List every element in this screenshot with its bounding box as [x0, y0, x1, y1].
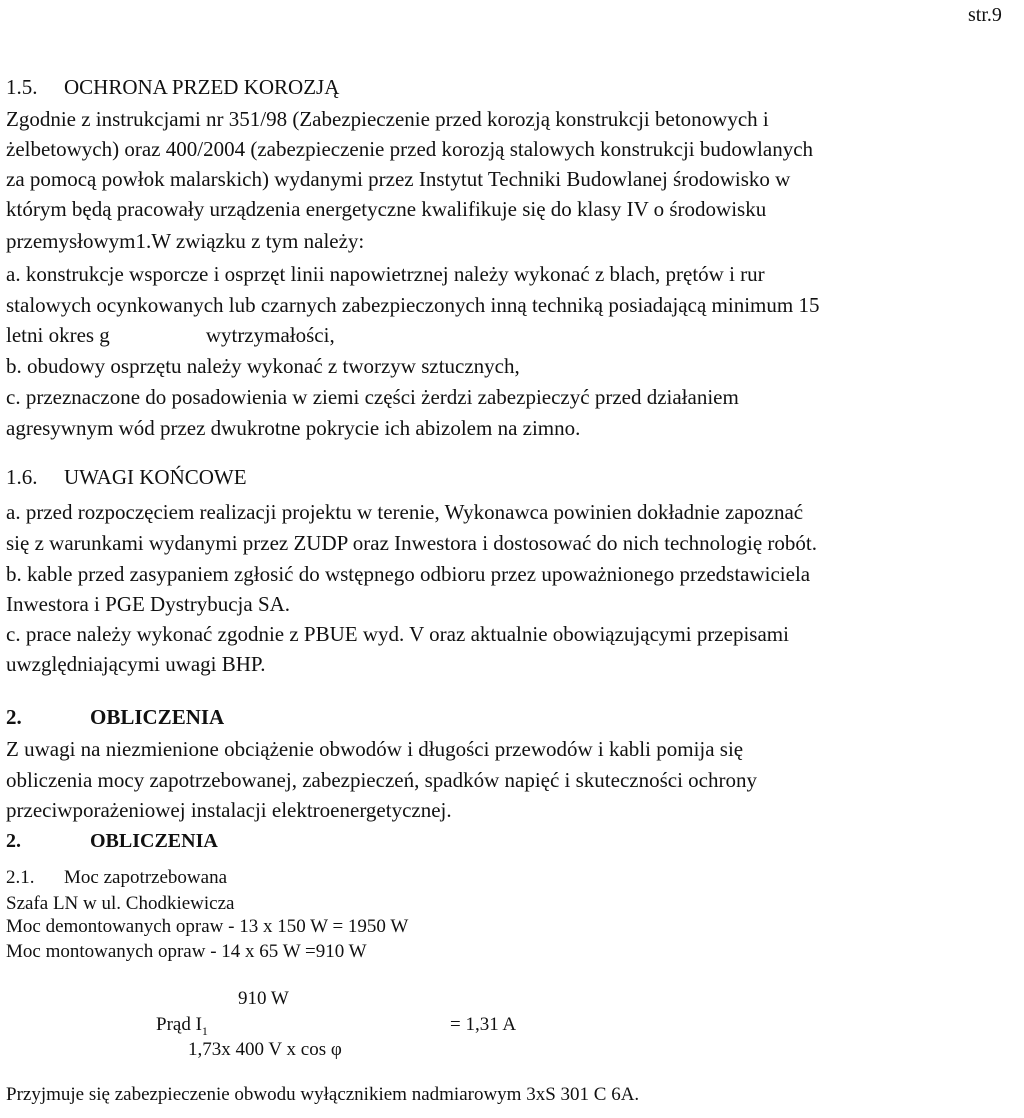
section-1-5-item-a-line-1: a. konstrukcje wsporcze i osprzęt linii napowietrznej należy wykonać z blach, prętów i rur: [6, 262, 765, 286]
section-2-1-heading: [6, 866, 227, 890]
section-2-1-line-1: Szafa LN w ul. Chodkiewicza: [6, 893, 235, 914]
section-1-6-line-4: Inwestora i PGE Dystrybucja SA.: [6, 592, 291, 616]
section-1-5-title: OCHRONA PRZED KOROZJĄ: [64, 75, 340, 99]
section-1-6-title: UWAGI KOŃCOWE: [64, 465, 247, 489]
section-1-6-line-2: się z warunkami wydanymi przez ZUDP oraz Inwestora i dostosować do nich technologię robót.: [6, 531, 817, 555]
formula-label-text: Prąd I: [156, 1014, 202, 1035]
section-2-line-3: przeciwporażeniowej instalacji elektroenergetycznej.: [6, 798, 452, 822]
section-2-1-title: Moc zapotrzebowana: [64, 867, 228, 888]
section-2-1-line-3: Moc montowanych opraw - 14 x 65 W =910 W: [6, 941, 367, 962]
section-2-repeat-number: 2.: [6, 830, 21, 852]
section-2-1-number: 2.1.: [6, 867, 35, 888]
item-a-line-3-part-1: letni okres g: [6, 323, 110, 347]
section-1-6-line-3: b. kable przed zasypaniem zgłosić do wstępnego odbioru przez upoważnionego przedstawiciela: [6, 562, 811, 586]
section-1-6-line-6: uwzględniającymi uwagi BHP.: [6, 652, 266, 676]
section-2-title: OBLICZENIA: [90, 705, 225, 729]
section-2-1-line-2: Moc demontowanych opraw - 13 x 150 W = 1950 W: [6, 916, 409, 937]
section-1-5-number: 1.5.: [6, 75, 38, 99]
section-1-5-intro-line-1: Zgodnie z instrukcjami nr 351/98 (Zabezpieczenie przed korozją konstrukcji betonowych i: [6, 107, 769, 131]
section-1-5-item-a-line-3: [6, 323, 335, 347]
section-1-5-intro-line-4: którym będą pracowały urządzenia energetyczne kwalifikuje się do klasy IV o środowisku: [6, 197, 767, 221]
formula-result: = 1,31 A: [450, 1014, 517, 1035]
formula-numerator: 910 W: [238, 988, 289, 1009]
section-1-5-item-c-line-2: agresywnym wód przez dwukrotne pokrycie ich abizolem na zimno.: [6, 416, 581, 440]
formula-denominator: 1,73x 400 V x cos φ: [188, 1039, 342, 1060]
section-1-5-item-c-line-1: c. przeznaczone do posadowienia w ziemi części żerdzi zabezpieczyć przed działaniem: [6, 385, 739, 409]
section-1-6-line-5: c. prace należy wykonać zgodnie z PBUE wyd. V oraz aktualnie obowiązującymi przepisami: [6, 622, 789, 646]
section-1-6-number: 1.6.: [6, 465, 38, 489]
formula-label: [156, 1014, 208, 1039]
section-2-repeat-heading: [6, 829, 218, 853]
formula-subscript: 1: [201, 1023, 208, 1038]
section-2-number: 2.: [6, 705, 22, 729]
section-2-heading: [6, 705, 224, 729]
section-1-5-intro-line-3: za pomocą powłok malarskich) wydanymi przez Instytut Techniki Budowlanej środowisko w: [6, 167, 791, 191]
section-1-5-intro-line-2: żelbetowych) oraz 400/2004 (zabezpieczenie przed korozją stalowych konstrukcji budowlanych: [6, 137, 814, 161]
section-2-1-conclusion: Przyjmuje się zabezpieczenie obwodu wyłącznikiem nadmiarowym 3xS 301 C 6A.: [6, 1084, 640, 1105]
section-1-6-line-1: a. przed rozpoczęciem realizacji projektu w terenie, Wykonawca powinien dokładnie zapoznać: [6, 500, 804, 524]
page-number: str.9: [968, 4, 1002, 26]
item-a-line-3-part-2: wytrzymałości,: [205, 323, 335, 347]
section-1-5-heading: [6, 75, 339, 99]
section-1-6-heading: [6, 465, 247, 489]
section-1-5-item-b: b. obudowy osprzętu należy wykonać z tworzyw sztucznych,: [6, 354, 520, 378]
section-1-5-item-a-line-2: stalowych ocynkowanych lub czarnych zabezpieczonych inną techniką posiadającą minimum 15: [6, 293, 820, 317]
section-2-line-2: obliczenia mocy zapotrzebowanej, zabezpieczeń, spadków napięć i skuteczności ochrony: [6, 768, 757, 792]
section-1-5-intro-line-5: przemysłowym1.W związku z tym należy:: [6, 229, 365, 253]
section-2-repeat-title: OBLICZENIA: [90, 830, 218, 852]
section-2-line-1: Z uwagi na niezmienione obciążenie obwodów i długości przewodów i kabli pomija się: [6, 737, 744, 761]
